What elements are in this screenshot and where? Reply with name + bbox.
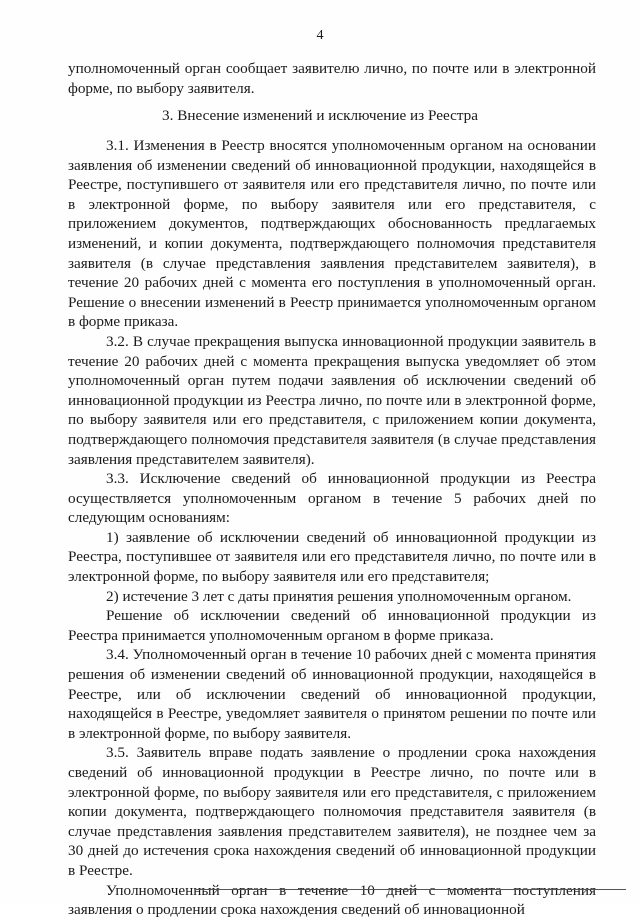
paragraph-continuation: Уполномоченный орган в течение 10 дней с момента поступления заявления о продлении срока нахождения сведений об инновационной — [68, 881, 596, 919]
list-item-2: 2) истечение 3 лет с даты принятия решения уполномоченным органом. — [106, 587, 572, 605]
lead-paragraph — [68, 59, 596, 98]
paragraph-3-5: 3.5. Заявитель вправе подать заявление о продлении срока нахождения сведений об инновационной продукции в Реестре лично, по почте или в электронной форме, по выбору заявителя или его представителя, с приложением копии документа, подтверждающего полномочия представителя заявителя (в случае представления заявления представителем заявителя), не позднее чем за 30 дней до истечения срока нахождения сведений об инновационной продукции в Реестре. — [68, 744, 596, 879]
footer-rule — [196, 889, 626, 890]
page-number: 4 — [316, 28, 324, 43]
paragraph-3-4: 3.4. Уполномоченный орган в течение 10 рабочих дней с момента принятия решения об изменении сведений об инновационной продукции, находящейся в Реестре, или об исключении сведений об инновационной продукции, находящейся в Реестре, уведомляет заявителя о принятом решении по почте или в электронной форме, по выбору заявителя. — [68, 646, 596, 742]
paragraph-decision: Решение об исключении сведений об инновационной продукции из Реестра принимается уполномоченным органом в форме приказа. — [68, 607, 596, 644]
section-body — [68, 136, 596, 920]
section-heading: 3. Внесение изменений и исключение из Реестра — [162, 107, 478, 124]
list-item-1: 1) заявление об исключении сведений об инновационной продукции из Реестра, поступившее от заявителя или его представителя лично, по почте или в электронной форме, по выбору заявителя или его представителя; — [68, 528, 596, 586]
lead-paragraph-text: уполномоченный орган сообщает заявителю лично, по почте или в электронной форме, по выбору заявителя. — [68, 60, 596, 97]
paragraph-3-3: 3.3. Исключение сведений об инновационной продукции из Реестра осуществляется уполномоченным органом в течение 5 рабочих дней по следующим основаниям: — [68, 470, 596, 527]
paragraph-3-2: 3.2. В случае прекращения выпуска инновационной продукции заявитель в течение 20 рабочих дней с момента прекращения выпуска уведомляет об этом уполномоченный орган путем подачи заявления об исключении сведений об инновационной продукции из Реестра лично, по почте или в электронной форме, по выбору заявителя или его представителя, с приложением копии документа, подтверждающего полномочия представителя заявителя (в случае представления заявления представителем заявителя). — [68, 332, 596, 468]
paragraph-3-1: 3.1. Изменения в Реестр вносятся уполномоченным органом на основании заявления об изменении сведений об инновационной продукции, находящейся в Реестре, поступившего от заявителя или его представителя лично, по почте или в электронной форме, по выбору заявителя или его представителя, с приложением документов, подтверждающих обоснованность предлагаемых изменений, и копии документа, подтверждающего полномочия представителя заявителя (в случае представления заявления представителем заявителя), в течение 20 рабочих дней с момента его поступления в уполномоченный орган. Решение о внесении изменений в Реестр принимается уполномоченным органом в форме приказа. — [68, 137, 596, 331]
